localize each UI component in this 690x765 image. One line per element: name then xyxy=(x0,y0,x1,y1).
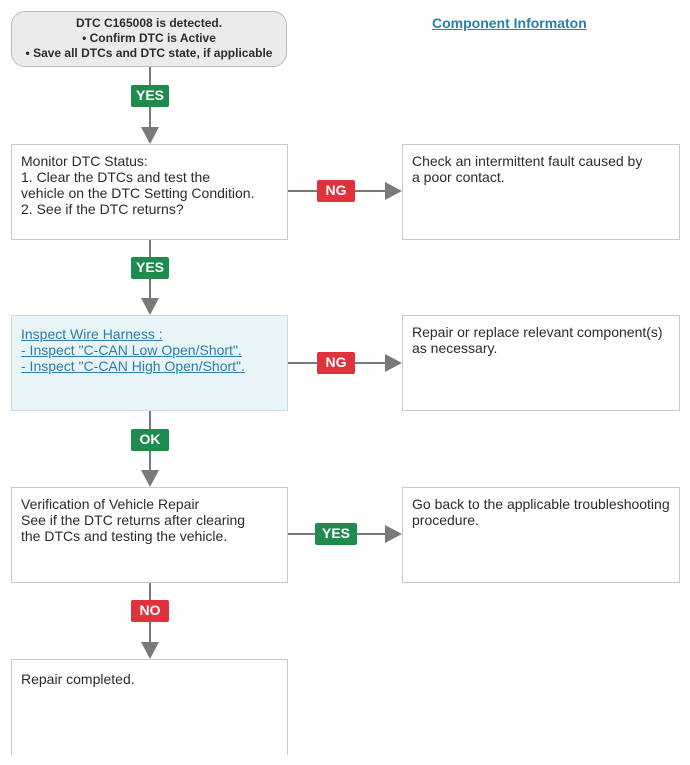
arrowhead-right xyxy=(385,525,402,543)
step-line: 1. Clear the DTCs and test the xyxy=(21,169,211,185)
step-line: the DTCs and testing the vehicle. xyxy=(21,528,228,544)
step-line: vehicle on the DTC Setting Condition. xyxy=(21,185,255,201)
check-intermittent-fault-step xyxy=(402,144,680,240)
arrowhead-down xyxy=(141,298,159,315)
step-line: a poor contact. xyxy=(412,169,505,185)
start-bullet-confirm: • Confirm DTC is Active xyxy=(82,31,216,45)
repair-replace-component-step xyxy=(402,315,680,411)
verification-of-vehicle-repair-step xyxy=(11,487,288,583)
inspect-c-can-low-link[interactable]: - Inspect "C-CAN Low Open/Short". xyxy=(21,342,242,358)
step-line: Go back to the applicable troubleshooting xyxy=(412,496,670,512)
arrowhead-right xyxy=(385,354,402,372)
arrowhead-down xyxy=(141,642,159,659)
repair-completed-step xyxy=(11,659,288,755)
go-back-troubleshooting-step xyxy=(402,487,680,583)
arrowhead-right xyxy=(385,182,402,200)
inspect-wire-harness-step xyxy=(11,315,288,411)
component-information-link[interactable]: Component Informaton xyxy=(432,15,587,31)
step-line: 2. See if the DTC returns? xyxy=(21,201,184,217)
ok-badge: OK xyxy=(131,429,169,451)
inspect-wire-harness-link[interactable]: Inspect Wire Harness : xyxy=(21,326,163,342)
monitor-dtc-status-step xyxy=(11,144,288,240)
step-line: See if the DTC returns after clearing xyxy=(21,512,246,528)
inspect-c-can-high-link[interactable]: - Inspect "C-CAN High Open/Short". xyxy=(21,358,245,374)
start-node xyxy=(11,11,287,67)
step-line: as necessary. xyxy=(412,340,498,356)
ng-badge: NG xyxy=(317,352,355,374)
no-badge: NO xyxy=(131,600,169,622)
step-line: Monitor DTC Status: xyxy=(21,153,148,169)
start-bullet-save: • Save all DTCs and DTC state, if applicable xyxy=(25,46,273,60)
arrowhead-down xyxy=(141,127,159,144)
step-line: procedure. xyxy=(412,512,479,528)
arrowhead-down xyxy=(141,470,159,487)
step-line: Check an intermittent fault caused by xyxy=(412,153,643,169)
step-line: Repair or replace relevant component(s) xyxy=(412,324,663,340)
yes-badge: YES xyxy=(315,523,357,545)
start-title: DTC C165008 is detected. xyxy=(75,16,223,30)
step-line: Repair completed. xyxy=(21,671,135,687)
step-line: Verification of Vehicle Repair xyxy=(21,496,200,512)
yes-badge: YES xyxy=(131,257,169,279)
ng-badge: NG xyxy=(317,180,355,202)
yes-badge: YES xyxy=(131,85,169,107)
